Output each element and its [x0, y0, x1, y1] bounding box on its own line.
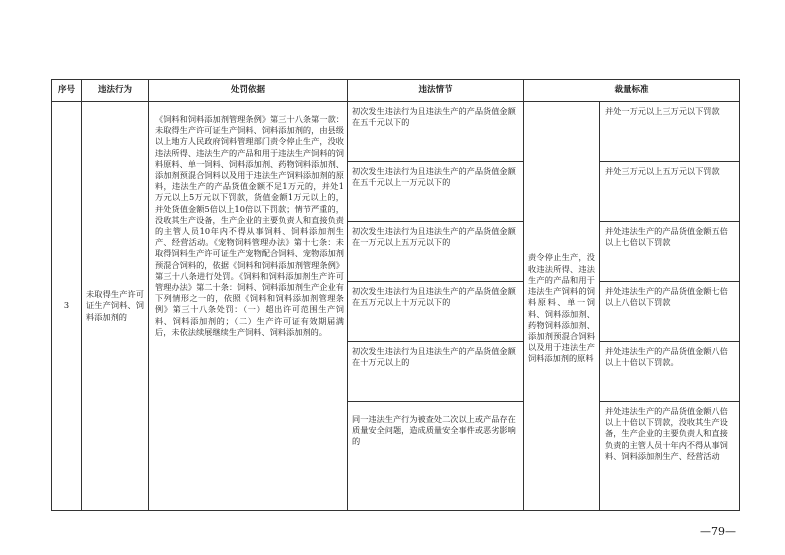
circumstance-5: 初次发生违法行为且违法生产的产品货值金额在十万元以上的	[348, 342, 524, 402]
standard-3: 并处违法生产的产品货值金额五倍以上七倍以下罚款	[600, 222, 740, 282]
penalty-table	[51, 79, 740, 511]
header-act: 违法行为	[82, 80, 149, 102]
page-number: —79—	[700, 525, 736, 538]
standard-6: 并处违法生产的产品货值金额八倍以上十倍以下罚款，没收其生产设备，生产企业的主要负责人和直接负责的主管人员十年内不得从事饲料、饲料添加剂生产、经营活动	[600, 402, 740, 511]
header-basis: 处罚依据	[149, 80, 348, 102]
header-standard: 裁量标准	[524, 80, 740, 102]
circumstance-1: 初次发生违法行为且违法生产的产品货值金额在五千元以下的	[348, 102, 524, 162]
circumstance-4: 初次发生违法行为且违法生产的产品货值金额在五万元以上十万元以下的	[348, 282, 524, 342]
standard-5: 并处违法生产的产品货值金额八倍以上十倍以下罚款。	[600, 342, 740, 402]
circumstance-2: 初次发生违法行为且违法生产的产品货值金额在五千元以上一万元以下的	[348, 162, 524, 222]
violation-act: 未取得生产许可证生产饲料、饲料添加剂的	[82, 102, 149, 511]
standard-4: 并处违法生产的产品货值金额七倍以上八倍以下罚款	[600, 282, 740, 342]
penalty-basis: 《饲料和饲料添加剂管理条例》第三十八条第一款：未取得生产许可证生产饲料、饲料添加剂的，由县级以上地方人民政府饲料管理部门责令停止生产，没收违法所得、违法生产的产品和用于违法生产饲料的饲料原料、单一饲料、饲料添加剂、药物饲料添加剂、添加剂预混合饲料以及用于违法生产饲料添加剂的原料，违法生产的产品货值金额不足1万元的，并处1万元以上5万元以下罚款，货值金额1万元以上的，并处货值金额5倍以上10倍以下罚款；情节严重的，没收其生产设备，生产企业的主要负责人和直接负责的主管人员10年内不得从事饲料、饲料添加剂生产、经营活动。《宠物饲料管理办法》第十七条：未取得饲料生产许可证生产宠物配合饲料、宠物添加剂预混合饲料的，依据《饲料和饲料添加剂管理条例》第三十八条进行处罚。《饲料和饲料添加剂生产许可管理办法》第二十条：饲料、饲料添加剂生产企业有下列情形之一的，依照《饲料和饲料添加剂管理条例》第三十八条处罚：（一）超出许可范围生产饲料、饲料添加剂的；（二）生产许可证有效期届满后，未依法续展继续生产饲料、饲料添加剂的。	[149, 102, 348, 511]
table-header-row	[52, 80, 740, 102]
header-circumstance: 违法情节	[348, 80, 524, 102]
discretion-measure: 责令停止生产，没收违法所得、违法生产的产品和用于违法生产饲料的饲料原料、单一饲料、饲料添加剂、药物饲料添加剂、添加剂预混合饲料以及用于违法生产饲料添加剂的原料	[524, 102, 600, 511]
standard-1: 并处一万元以上三万元以下罚款	[600, 102, 740, 162]
table-row	[52, 102, 740, 162]
header-number: 序号	[52, 80, 82, 102]
circumstance-6: 同一违法生产行为被查处二次以上或产品存在质量安全问题，造成质量安全事件或恶劣影响的	[348, 402, 524, 511]
row-number: 3	[52, 102, 82, 511]
circumstance-3: 初次发生违法行为且违法生产的产品货值金额在一万元以上五万元以下的	[348, 222, 524, 282]
standard-2: 并处三万元以上五万元以下罚款	[600, 162, 740, 222]
